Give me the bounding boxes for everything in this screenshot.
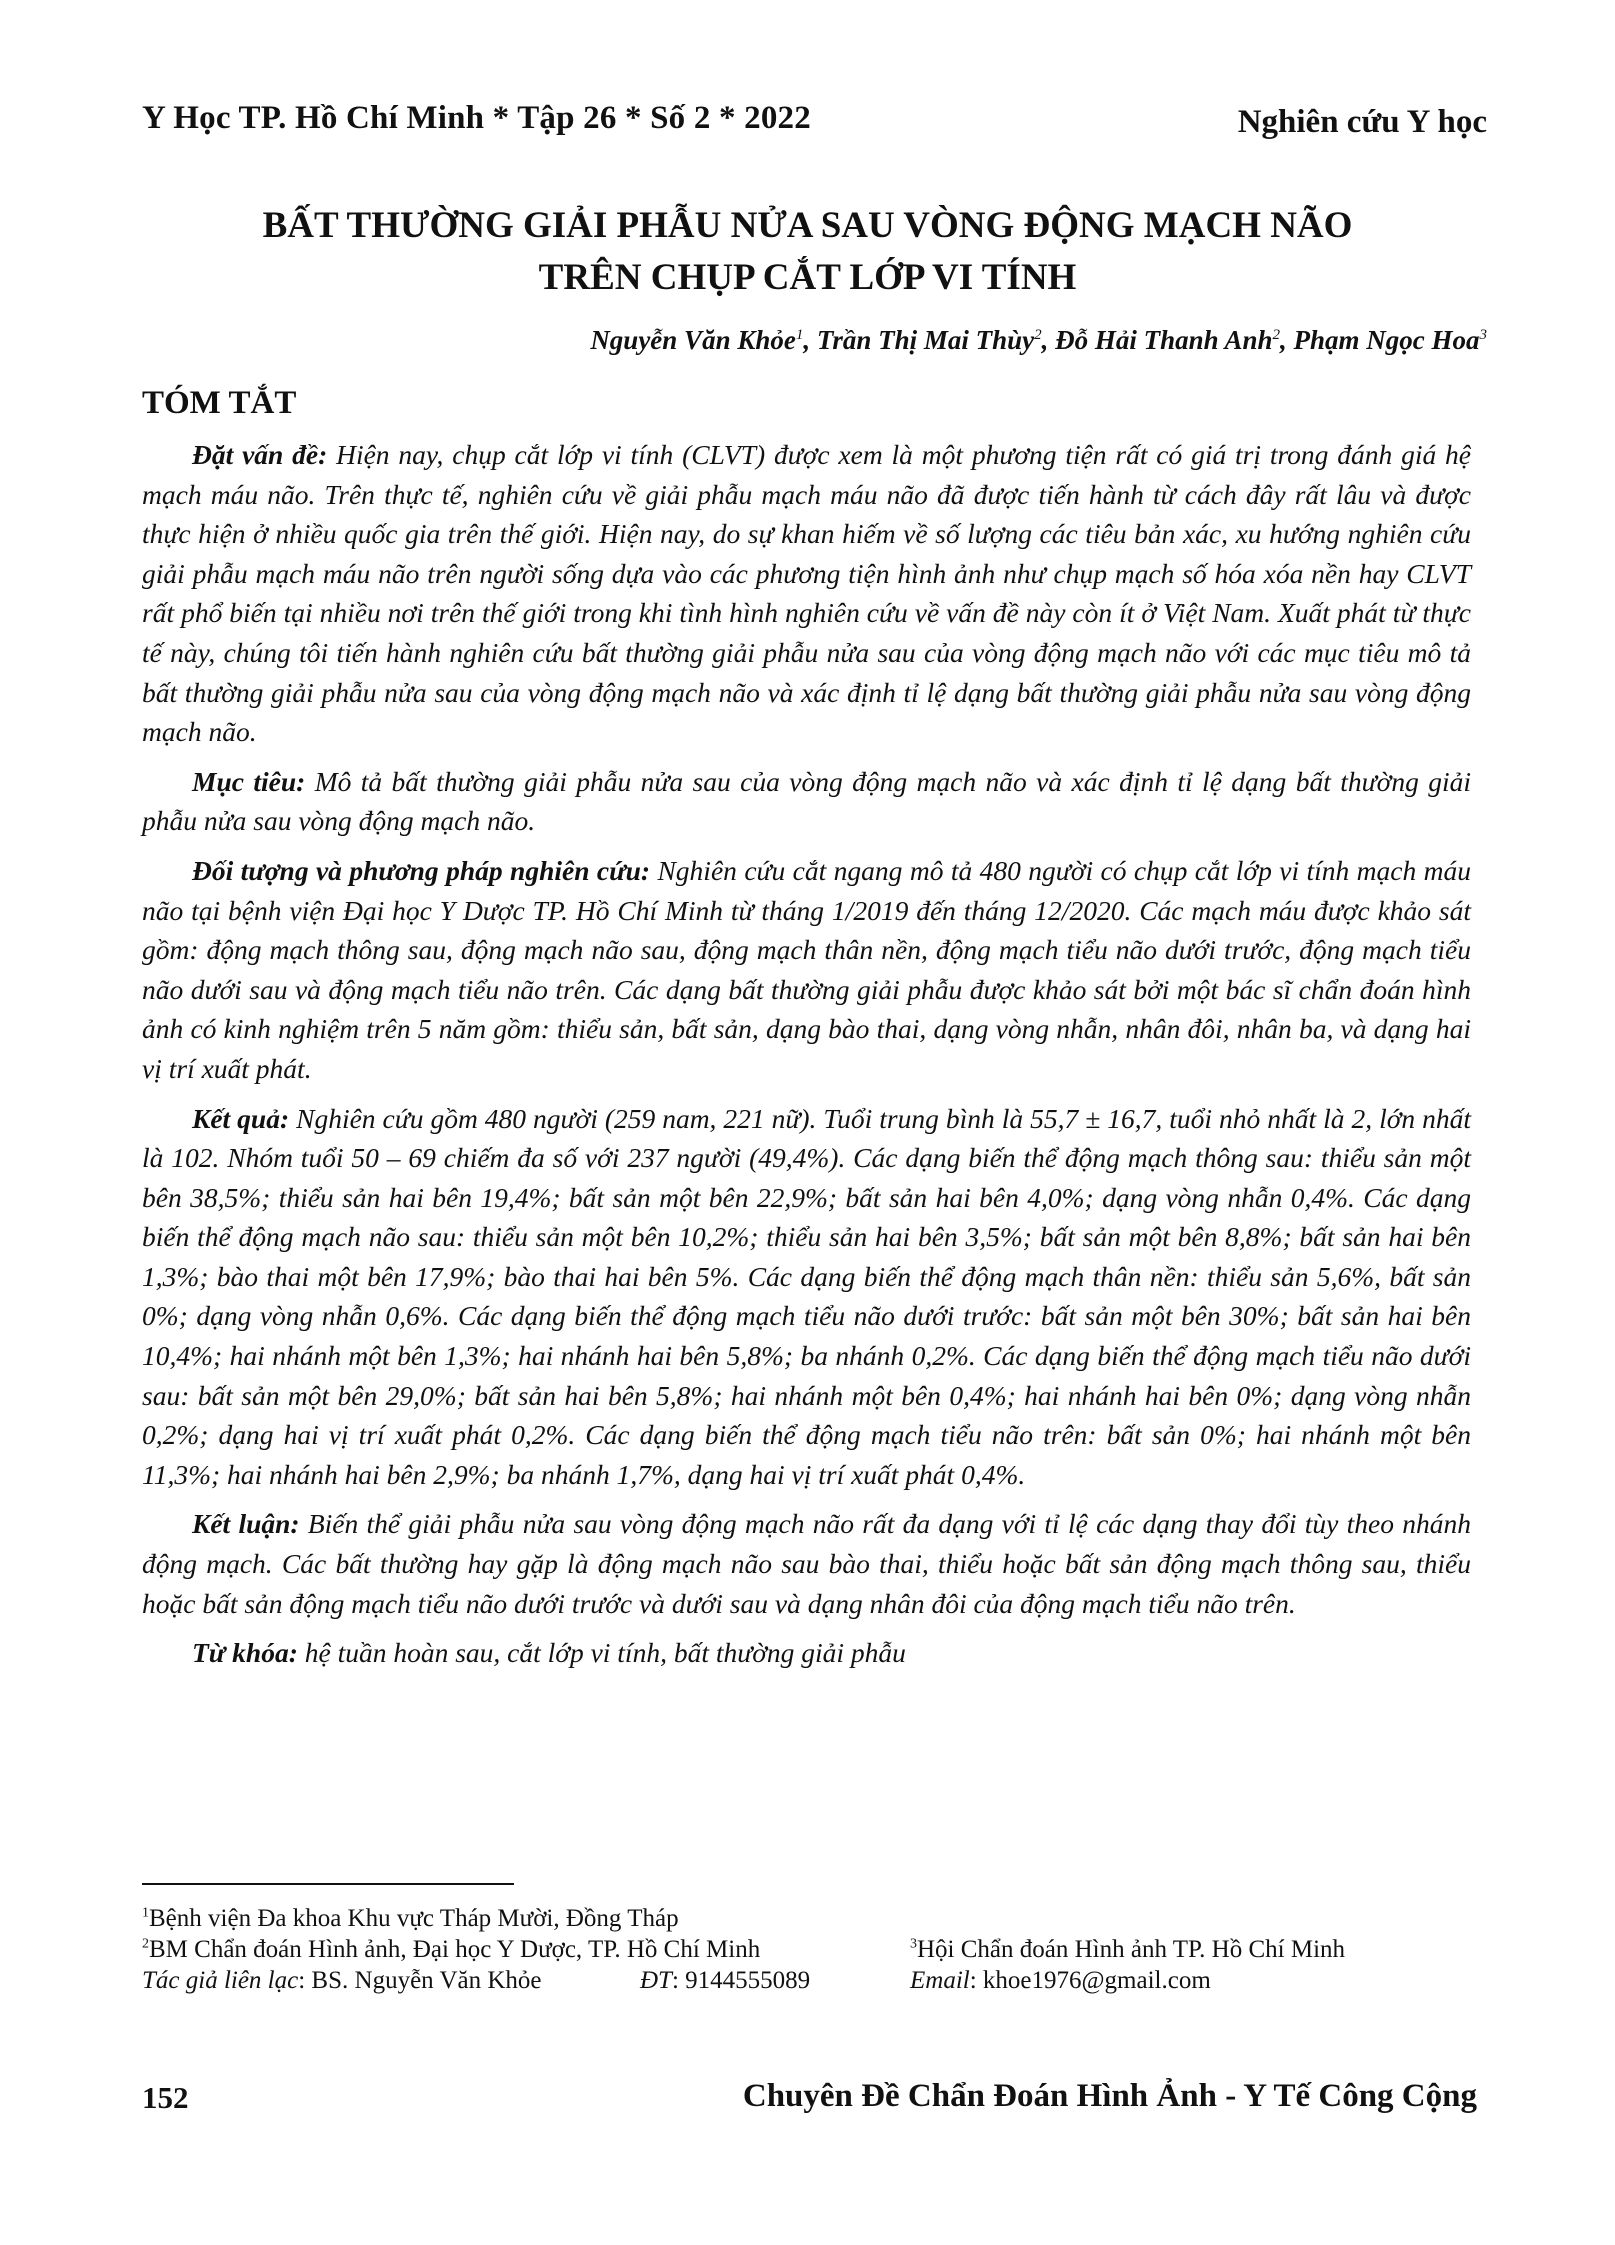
footnote-affiliation-1 (142, 1905, 679, 1933)
abstract-conclusion-text: Biến thể giải phẫu nửa sau vòng động mạch não rất đa dạng với tỉ lệ các dạng thay đổi tùy theo nhánh động mạch. Các bất thường hay gặp là động mạch não sau bào thai, thiểu hoặc bất sản động mạch thông sau, thiểu hoặc bất sản động mạch tiểu não dưới trước và dưới sau và dạng nhân đôi của động mạch tiểu não trên. (142, 1508, 1472, 1619)
contact-label: Tác giả liên lạc (142, 1967, 299, 1994)
page-number: 152 (142, 2080, 189, 2115)
section-header: Nghiên cứu Y học (1237, 104, 1487, 140)
abstract-background-text: Hiện nay, chụp cắt lớp vi tính (CLVT) được xem là một phương tiện rất có giá trị trong đánh giá hệ mạch máu não. Trên thực tế, nghiên cứu về giải phẫu mạch máu não đã được tiến hành từ cách đây rất lâu và được thực hiện ở nhiều quốc gia trên thế giới. Hiện nay, do sự khan hiếm về số lượng các tiêu bản xác, xu hướng nghiên cứu giải phẫu mạch máu não trên người sống dựa vào các phương tiện hình ảnh như chụp mạch số hóa xóa nền hay CLVT rất phổ biến tại nhiều nơi trên thế giới trong khi tình hình nghiên cứu về vấn đề này còn ít ở Việt Nam. Xuất phát từ thực tế này, chúng tôi tiến hành nghiên cứu bất thường giải phẫu nửa sau của vòng động mạch não với các mục tiêu mô tả bất thường giải phẫu nửa sau của vòng động mạch não và xác định tỉ lệ dạng bất thường giải phẫu nửa sau vòng động mạch não. (142, 439, 1471, 748)
footnote-text: Bệnh viện Đa khoa Khu vực Tháp Mười, Đồng Tháp (149, 1905, 679, 1932)
author-list (590, 325, 1487, 356)
abstract-results (142, 1099, 1471, 1495)
footnote-mark: 3 (910, 1936, 917, 1952)
author-name: Trần Thị Mai Thùy (816, 325, 1035, 355)
author-separator: , (803, 325, 817, 355)
abstract-keywords-label: Từ khóa: (192, 1637, 298, 1669)
article-title-line-1: BẤT THƯỜNG GIẢI PHẪU NỬA SAU VÒNG ĐỘNG MẠCH NÃO (262, 205, 1353, 246)
abstract-background-label: Đặt vấn đề: (192, 439, 328, 470)
phone-label: ĐT (640, 1967, 672, 1994)
footnote-phone (640, 1967, 810, 1995)
author-name: Nguyễn Văn Khỏe (590, 325, 796, 355)
footnote-mark: 2 (142, 1936, 149, 1952)
article-title (100, 200, 1515, 304)
abstract-results-label: Kết quả: (192, 1102, 290, 1134)
footnote-email (910, 1967, 1211, 1995)
author-affiliation-mark: 2 (1034, 327, 1042, 343)
abstract-keywords-text: hệ tuần hoàn sau, cắt lớp vi tính, bất thường giải phẫu (304, 1637, 906, 1669)
abstract-conclusion (142, 1504, 1471, 1623)
footnote-text: Hội Chẩn đoán Hình ảnh TP. Hồ Chí Minh (917, 1936, 1346, 1963)
author-name: Phạm Ngọc Hoa (1293, 325, 1480, 355)
abstract-objective-label: Mục tiêu: (192, 765, 306, 797)
footnote-contact (142, 1967, 542, 1995)
author-separator: , (1280, 325, 1294, 355)
author-affiliation-mark: 3 (1479, 327, 1487, 343)
abstract-conclusion-label: Kết luận: (192, 1508, 300, 1540)
footnote-mark: 1 (142, 1905, 149, 1921)
email-label: Email (910, 1967, 970, 1994)
author-affiliation-mark: 1 (795, 327, 804, 343)
article-title-line-2: TRÊN CHỤP CẮT LỚP VI TÍNH (538, 257, 1077, 298)
author-affiliation-mark: 2 (1272, 327, 1280, 343)
abstract-objective (142, 762, 1471, 841)
footer-issue-title: Chuyên Đề Chẩn Đoán Hình Ảnh - Y Tế Công Cộng (742, 2078, 1477, 2114)
email-address: : khoe1976@gmail.com (969, 1967, 1211, 1994)
abstract-body (142, 435, 1471, 1683)
footnote-affiliation-2 (142, 1936, 760, 1964)
abstract-methods (142, 851, 1471, 1089)
abstract-methods-text: Nghiên cứu cắt ngang mô tả 480 người có chụp cắt lớp vi tính mạch máu não tại bệnh viện Đại học Y Dược TP. Hồ Chí Minh từ tháng 1/2019 đến tháng 12/2020. Các mạch máu được khảo sát gồm: động mạch thông sau, động mạch não sau, động mạch thân nền, động mạch tiểu não dưới trước, động mạch tiểu não dưới sau và động mạch tiểu não trên. Các dạng bất thường giải phẫu được khảo sát bởi một bác sĩ chẩn đoán hình ảnh có kinh nghiệm trên 5 năm gồm: thiểu sản, bất sản, dạng bào thai, dạng vòng nhẫn, nhân đôi, nhân ba, và dạng hai vị trí xuất phát. (142, 854, 1472, 1084)
author-name: Đỗ Hải Thanh Anh (1055, 325, 1273, 355)
footnote-text: BM Chẩn đoán Hình ảnh, Đại học Y Dược, TP. Hồ Chí Minh (149, 1936, 761, 1963)
phone-number: : 9144555089 (671, 1967, 811, 1994)
contact-name: : BS. Nguyễn Văn Khỏe (298, 1967, 542, 1994)
abstract-keywords (142, 1633, 1471, 1673)
abstract-background (142, 435, 1471, 752)
abstract-heading: TÓM TẮT (142, 385, 297, 421)
author-separator: , (1041, 325, 1056, 355)
abstract-results-text: Nghiên cứu gồm 480 người (259 nam, 221 nữ). Tuổi trung bình là 55,7 ± 16,7, tuổi nhỏ nhất là 2, lớn nhất là 102. Nhóm tuổi 50 – 69 chiếm đa số với 237 người (49,4%). Các dạng biến thể động mạch thông sau: thiểu sản một bên 38,5%; thiểu sản hai bên 19,4%; bất sản một bên 22,9%; bất sản hai bên 4,0%; dạng vòng nhẫn 0,4%. Các dạng biến thể động mạch não sau: thiểu sản một bên 10,2%; thiểu sản hai bên 3,5%; bất sản một bên 8,8%; bất sản hai bên 1,3%; bào thai một bên 17,9%; bào thai hai bên 5%. Các dạng biến thể động mạch thân nền: thiểu sản 5,6%, bất sản 0%; dạng vòng nhẫn 0,6%. Các dạng biến thể động mạch tiểu não dưới trước: bất sản một bên 30%; bất sản hai bên 10,4%; hai nhánh một bên 1,3%; hai nhánh hai bên 5,8%; ba nhánh 0,2%. Các dạng biến thể động mạch tiểu não dưới sau: bất sản một bên 29,0%; bất sản hai bên 5,8%; hai nhánh một bên 0,4%; hai nhánh hai bên 0%; dạng vòng nhẫn 0,2%; dạng hai vị trí xuất phát 0,2%. Các dạng biến thể động mạch tiểu não trên: bất sản 0%; hai nhánh một bên 11,3%; hai nhánh hai bên 2,9%; ba nhánh 1,7%, dạng hai vị trí xuất phát 0,4%. (142, 1102, 1472, 1490)
footnote-affiliation-3 (910, 1936, 1345, 1964)
abstract-objective-text: Mô tả bất thường giải phẫu nửa sau của vòng động mạch não và xác định tỉ lệ dạng bất thường giải phẫu nửa sau vòng động mạch não. (142, 765, 1471, 837)
journal-header: Y Học TP. Hồ Chí Minh * Tập 26 * Số 2 * 2022 (142, 100, 811, 136)
footnote-divider (142, 1883, 514, 1885)
abstract-methods-label: Đối tượng và phương pháp nghiên cứu: (192, 854, 651, 886)
